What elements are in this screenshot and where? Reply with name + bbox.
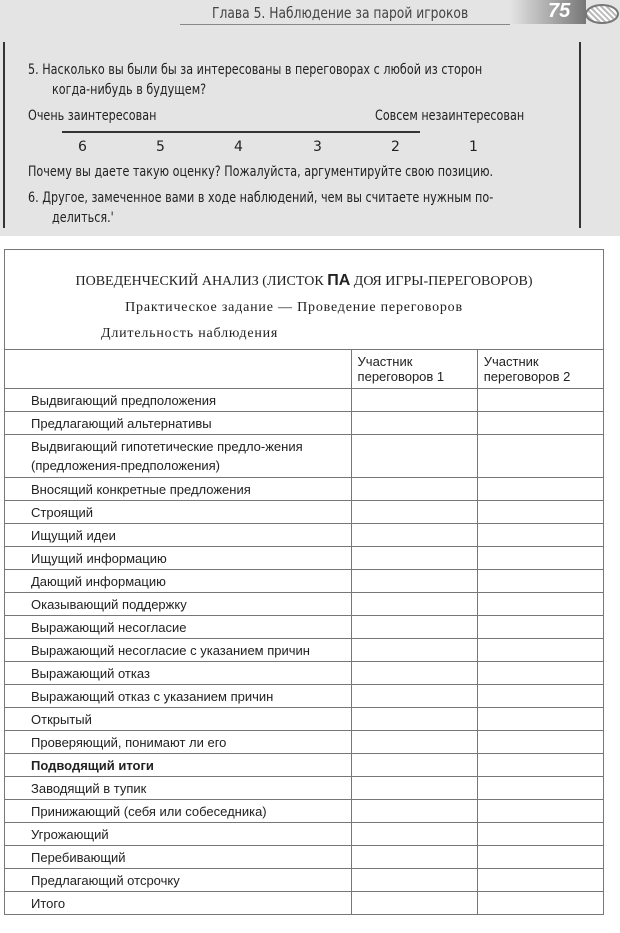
form-title bbox=[5, 272, 603, 290]
participant-2-cell[interactable] bbox=[477, 869, 603, 892]
col-participant-2: Участник переговоров 2 bbox=[477, 350, 603, 389]
form-title-cell bbox=[5, 250, 604, 350]
behavior-label: Предлагающий альтернативы bbox=[5, 412, 352, 435]
participant-1-cell[interactable] bbox=[351, 435, 477, 478]
question-5-cont: когда-нибудь в будущем? bbox=[52, 82, 207, 98]
table-row bbox=[5, 616, 604, 639]
participant-2-cell[interactable] bbox=[477, 593, 603, 616]
table-row bbox=[5, 389, 604, 412]
header-blank bbox=[5, 350, 352, 389]
question-5: 5. Насколько вы были бы за интересованы в переговорах с любой из сторон bbox=[28, 62, 483, 78]
participant-2-cell[interactable] bbox=[477, 800, 603, 823]
participant-1-cell[interactable] bbox=[351, 547, 477, 570]
table-row bbox=[5, 501, 604, 524]
left-rule bbox=[3, 42, 5, 228]
participant-1-cell[interactable] bbox=[351, 570, 477, 593]
col-participant-1: Участник переговоров 1 bbox=[351, 350, 477, 389]
participant-2-cell[interactable] bbox=[477, 570, 603, 593]
right-rule bbox=[579, 42, 581, 228]
table-row bbox=[5, 639, 604, 662]
table-row bbox=[5, 777, 604, 800]
participant-2-cell[interactable] bbox=[477, 524, 603, 547]
globe-icon bbox=[585, 4, 619, 24]
participant-1-cell[interactable] bbox=[351, 892, 477, 915]
behavior-label: Выражающий отказ bbox=[5, 662, 352, 685]
behavior-label: Оказывающий поддержку bbox=[5, 593, 352, 616]
scale-value: 5 bbox=[156, 139, 165, 155]
table-row bbox=[5, 435, 604, 478]
participant-2-cell[interactable] bbox=[477, 777, 603, 800]
scale-value: 2 bbox=[391, 139, 400, 155]
participant-1-cell[interactable] bbox=[351, 846, 477, 869]
table-row bbox=[5, 869, 604, 892]
table-row bbox=[5, 547, 604, 570]
behavior-label: Строящий bbox=[5, 501, 352, 524]
participant-2-cell[interactable] bbox=[477, 435, 603, 478]
behavior-label: Проверяющий, понимают ли его bbox=[5, 731, 352, 754]
rating-scale-line bbox=[62, 131, 420, 133]
participant-1-cell[interactable] bbox=[351, 708, 477, 731]
table-row bbox=[5, 662, 604, 685]
title-part: ПОВЕДЕНЧЕСКИЙ АНАЛИЗ (ЛИСТОК bbox=[75, 273, 328, 289]
participant-1-cell[interactable] bbox=[351, 616, 477, 639]
participant-2-cell[interactable] bbox=[477, 389, 603, 412]
behavior-label: Предлагающий отсрочку bbox=[5, 869, 352, 892]
table-row bbox=[5, 570, 604, 593]
behavior-label: Ищущий идеи bbox=[5, 524, 352, 547]
behavior-label: Принижающий (себя или собеседника) bbox=[5, 800, 352, 823]
behavior-label: Открытый bbox=[5, 708, 352, 731]
table-row bbox=[5, 754, 604, 777]
scale-value: 4 bbox=[234, 139, 243, 155]
participant-1-cell[interactable] bbox=[351, 501, 477, 524]
participant-2-cell[interactable] bbox=[477, 731, 603, 754]
behavior-analysis-form bbox=[4, 249, 604, 915]
scale-value: 3 bbox=[313, 139, 322, 155]
participant-1-cell[interactable] bbox=[351, 800, 477, 823]
table-row bbox=[5, 800, 604, 823]
participant-1-cell[interactable] bbox=[351, 731, 477, 754]
behavior-label: Подводящий итоги bbox=[5, 754, 352, 777]
participant-1-cell[interactable] bbox=[351, 823, 477, 846]
participant-1-cell[interactable] bbox=[351, 754, 477, 777]
participant-1-cell[interactable] bbox=[351, 593, 477, 616]
table-row bbox=[5, 593, 604, 616]
title-part: ДОЯ ИГРЫ-ПЕРЕГОВОРОВ) bbox=[350, 273, 533, 289]
scale-value: 1 bbox=[469, 139, 478, 155]
participant-1-cell[interactable] bbox=[351, 412, 477, 435]
behavior-label: Итого bbox=[5, 892, 352, 915]
table-row bbox=[5, 685, 604, 708]
behavior-label: Выражающий отказ с указанием причин bbox=[5, 685, 352, 708]
participant-2-cell[interactable] bbox=[477, 501, 603, 524]
table-row bbox=[5, 478, 604, 501]
behavior-label: Выражающий несогласие с указанием причин bbox=[5, 639, 352, 662]
behavior-label: Выдвигающий гипотетические предло-жения (предложения-предположения) bbox=[5, 435, 352, 478]
participant-2-cell[interactable] bbox=[477, 892, 603, 915]
table-row bbox=[5, 524, 604, 547]
header-rule bbox=[180, 24, 510, 25]
behavior-label: Дающий информацию bbox=[5, 570, 352, 593]
participant-2-cell[interactable] bbox=[477, 685, 603, 708]
table-row bbox=[5, 731, 604, 754]
participant-2-cell[interactable] bbox=[477, 412, 603, 435]
participant-2-cell[interactable] bbox=[477, 478, 603, 501]
participant-1-cell[interactable] bbox=[351, 869, 477, 892]
behavior-label: Перебивающий bbox=[5, 846, 352, 869]
table-row bbox=[5, 412, 604, 435]
participant-2-cell[interactable] bbox=[477, 616, 603, 639]
participant-1-cell[interactable] bbox=[351, 685, 477, 708]
participant-1-cell[interactable] bbox=[351, 777, 477, 800]
behavior-label: Выражающий несогласие bbox=[5, 616, 352, 639]
scale-left-label: Очень заинтересован bbox=[28, 108, 157, 124]
scale-value: 6 bbox=[78, 139, 87, 155]
chapter-header: Глава 5. Наблюдение за парой игроков bbox=[212, 4, 469, 22]
behavior-label: Вносящий конкретные предложения bbox=[5, 478, 352, 501]
table-row bbox=[5, 892, 604, 915]
participant-2-cell[interactable] bbox=[477, 708, 603, 731]
participant-2-cell[interactable] bbox=[477, 662, 603, 685]
title-abbrev: ПА bbox=[327, 271, 351, 289]
participant-1-cell[interactable] bbox=[351, 389, 477, 412]
table-row bbox=[5, 708, 604, 731]
behavior-label: Заводящий в тупик bbox=[5, 777, 352, 800]
table-row bbox=[5, 823, 604, 846]
behavior-label: Выдвигающий предположения bbox=[5, 389, 352, 412]
participant-1-cell[interactable] bbox=[351, 478, 477, 501]
participant-2-cell[interactable] bbox=[477, 846, 603, 869]
form-subtitle: Практическое задание — Проведение переговоров bbox=[125, 299, 463, 315]
why-question: Почему вы даете такую оценку? Пожалуйста, аргументируйте свою позицию. bbox=[28, 164, 494, 180]
participant-2-cell[interactable] bbox=[477, 823, 603, 846]
page-number: 75 bbox=[548, 0, 571, 22]
scale-right-label: Совсем незаинтересован bbox=[375, 108, 525, 124]
participant-2-cell[interactable] bbox=[477, 547, 603, 570]
question-6: 6. Другое, замеченное вами в ходе наблюдений, чем вы считаете нужным по- bbox=[28, 190, 494, 206]
scanned-excerpt bbox=[0, 0, 620, 236]
participant-1-cell[interactable] bbox=[351, 524, 477, 547]
participant-2-cell[interactable] bbox=[477, 639, 603, 662]
participant-1-cell[interactable] bbox=[351, 639, 477, 662]
behavior-label: Ищущий информацию bbox=[5, 547, 352, 570]
question-6-cont: делиться.' bbox=[52, 210, 114, 226]
form-duration: Длительность наблюдения bbox=[101, 325, 279, 341]
participant-1-cell[interactable] bbox=[351, 662, 477, 685]
participant-2-cell[interactable] bbox=[477, 754, 603, 777]
table-row bbox=[5, 846, 604, 869]
behavior-label: Угрожающий bbox=[5, 823, 352, 846]
